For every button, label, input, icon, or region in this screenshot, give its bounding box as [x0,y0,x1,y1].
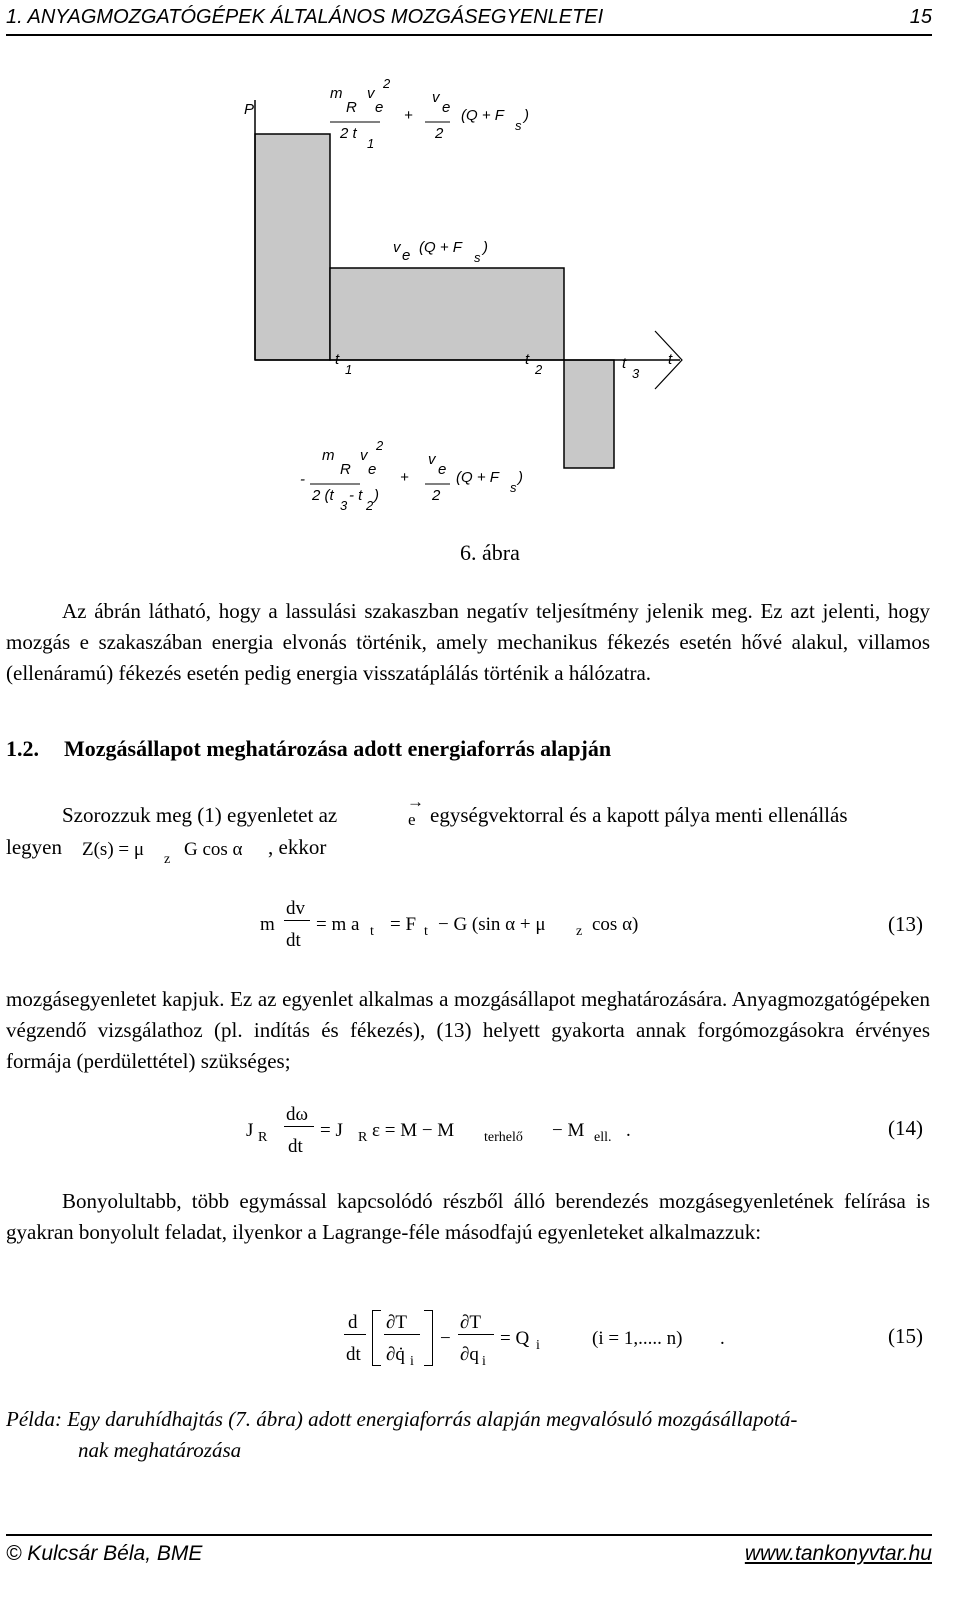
bot-close1: ) [374,487,379,504]
para2-part-d: , ekkor [268,835,327,859]
eq14-fraction-bar [284,1126,314,1127]
eq14-ell-sub: ell. [594,1130,612,1145]
eq13-m: m [260,914,275,935]
eq14-number: (14) [888,1116,923,1140]
eq15-d: d [348,1312,358,1333]
constant-speed-region [330,268,564,360]
example-line-2: nak meghatározása [78,1438,242,1462]
eq14-JR-sub: R [258,1130,268,1145]
paragraph-2 [6,792,930,870]
paragraph-1: Az ábrán látható, hogy a lassulási szakaszban negatív teljesítmény jelenik meg. Ez azt jelenti, hogy mozgás e szakaszában energia elvonás történik, amely mechanikus fékezés esetén hővé alakul, villamos (ellenáramú) fékezés esetén pedig energia visszatáplálás történik a hálózatra. [6,599,930,685]
bot-den2: 2 [432,487,441,504]
eq14-dt: dt [288,1136,303,1157]
eq13-cos: cos α) [592,914,639,935]
mid-qf: (Q + F [419,239,462,256]
top-close: ) [524,107,529,124]
eq14-terhelo-sub: terhelő [484,1130,523,1145]
footer-author: © Kulcsár Béla, BME [6,1542,203,1565]
example-line-1: Példa: Egy daruhídhajtás (7. ábra) adott energiaforrás alapján megvalósuló mozgásállapotá- [6,1407,798,1431]
page-number: 15 [909,6,932,28]
eq15-fraction-bar-2 [384,1334,420,1335]
eq13-ma: = m a [316,914,360,935]
power-time-diagram [0,60,960,540]
bot-minus: - [300,471,305,488]
eq13-at-sub: t [370,924,374,939]
page-header [6,4,932,36]
bot-m: m [322,447,335,464]
mid-s: s [474,250,481,265]
section-number: 1.2. [6,736,39,761]
mid-v: v [393,239,401,256]
eq14-dot: . [626,1120,631,1141]
resistance-z-sub: z [164,852,171,867]
bot-e2: e [438,461,447,478]
eq13-Ft-sub: t [424,924,428,939]
bot-R: R [340,461,351,478]
eq15-dT: ∂T [386,1312,407,1333]
eq15-left-bracket [372,1310,381,1366]
tick-t2: t [525,351,530,368]
paragraph-3: mozgásegyenletet kapjuk. Ez az egyenlet alkalmas a mozgásállapot meghatározására. Anyagmozgatógépeken végzendő vizsgálathoz (pl. indítás és fékezés), (13) helyett gyakorta annak forgómozgásokra érvényes formája (perdülettétel) szükséges; [6,987,930,1073]
top-den1: 1 [367,136,375,151]
top-v: v [367,85,375,102]
figure-caption: 6. ábra [460,540,520,565]
resistance-z: Z(s) = μ [82,839,145,860]
top-e2: e [442,99,451,116]
eq15-dqdot-sub: i [410,1354,414,1369]
eq13-number: (13) [888,912,923,936]
footer-website-link[interactable]: www.tankonyvtar.hu [744,1542,932,1565]
chapter-title: 1. ANYAGMOZGATÓGÉPEK ÁLTALÁNOS MOZGÁSEGYENLETEI [6,6,604,28]
top-den: 2 t [340,125,357,142]
mid-close: ) [483,239,488,256]
eq13-mu-sub: z [576,924,583,939]
axis-p-label: P [244,101,255,118]
eq15-dq-sub: i [482,1354,486,1369]
tick-t3-sub: 3 [632,366,640,381]
para2-part-a: Szorozzuk meg (1) egyenletet az [62,803,338,827]
eq14-domega: dω [286,1104,309,1125]
bot-den: 2 (t [312,487,334,504]
eq15-fraction-bar-1 [344,1334,366,1335]
top-exp2: 2 [383,76,391,91]
eq15-minus: − [440,1328,451,1349]
tick-t1-sub: 1 [345,362,353,377]
eq14-J: J [246,1120,254,1141]
tick-t1: t [335,351,340,368]
tick-t2-sub: 2 [535,362,543,377]
eq15-dot: . [720,1328,725,1349]
eq13-dt: dt [286,930,301,951]
figure-6 [0,60,960,540]
equation-15 [0,1304,960,1384]
unit-vector-e: e [408,810,416,829]
bot-qf: (Q + F [456,469,499,486]
eq13-minus-g: − G (sin α + μ [438,914,546,935]
mid-e: e [402,247,411,264]
top-s: s [515,118,522,133]
eq15-dt: dt [346,1344,361,1365]
eq15-number: (15) [888,1324,923,1348]
top-den2: 2 [435,125,444,142]
eq15-dq: ∂q [460,1344,479,1365]
axis-t-label: t [668,351,673,368]
bot-den2sub: 2 [366,498,374,513]
bot-s: s [510,480,517,495]
section-heading [6,736,611,762]
eq13-F: = F [390,914,417,935]
vector-arrow: → [407,792,424,811]
para2-part-b: egységvektorral és a kapott pálya menti ellenállás [430,803,848,827]
top-qf: (Q + F [461,107,504,124]
section-title: Mozgásállapot meghatározása adott energiaforrás alapján [64,736,612,761]
eq14-minus-M: − M [552,1120,585,1141]
eq13-fraction-bar [284,920,310,921]
top-plus: + [404,107,413,124]
equation-14 [0,1102,960,1166]
bot-close2: ) [518,469,523,486]
eq14-eqJ: = J [320,1120,343,1141]
top-R: R [346,99,357,116]
bot-v: v [360,447,368,464]
resistance-g: G cos α [184,839,243,860]
equation-13 [0,896,960,960]
bot-den3: 3 [340,498,348,513]
eq15-right-bracket [424,1310,433,1366]
eq15-dqdot: ∂q̇ [386,1344,405,1365]
bot-plus: + [400,469,409,486]
acceleration-region [255,134,330,360]
page-footer [6,1534,932,1596]
eq13-dv: dv [286,898,305,919]
eq15-fraction-bar-3 [458,1334,494,1335]
eq15-dT2: ∂T [460,1312,481,1333]
top-e: e [375,99,384,116]
eq14-JR2-sub: R [358,1130,368,1145]
bot-exp2: 2 [376,438,384,453]
top-v2: v [432,89,440,106]
eq15-range: (i = 1,..... n) [592,1328,683,1349]
top-m: m [330,85,343,102]
para2-part-c: legyen [6,835,62,859]
eq14-eps: ε = M − M [372,1120,455,1141]
eq15-Q-sub: i [536,1338,540,1353]
paragraph-4: Bonyolultabb, több egymással kapcsolódó részből álló berendezés mozgásegyenletének felírása is gyakran bonyolult feladat, ilyenkor a Lagrange-féle másodfajú egyenleteket alkalmazzuk: [6,1189,930,1244]
eq15-eqQ: = Q [500,1328,530,1349]
example-heading [6,1404,936,1466]
tick-t3: t [622,355,627,372]
bot-v2: v [428,451,436,468]
deceleration-region [564,360,614,468]
bot-e: e [368,461,377,478]
bot-dash: - t [349,487,363,504]
